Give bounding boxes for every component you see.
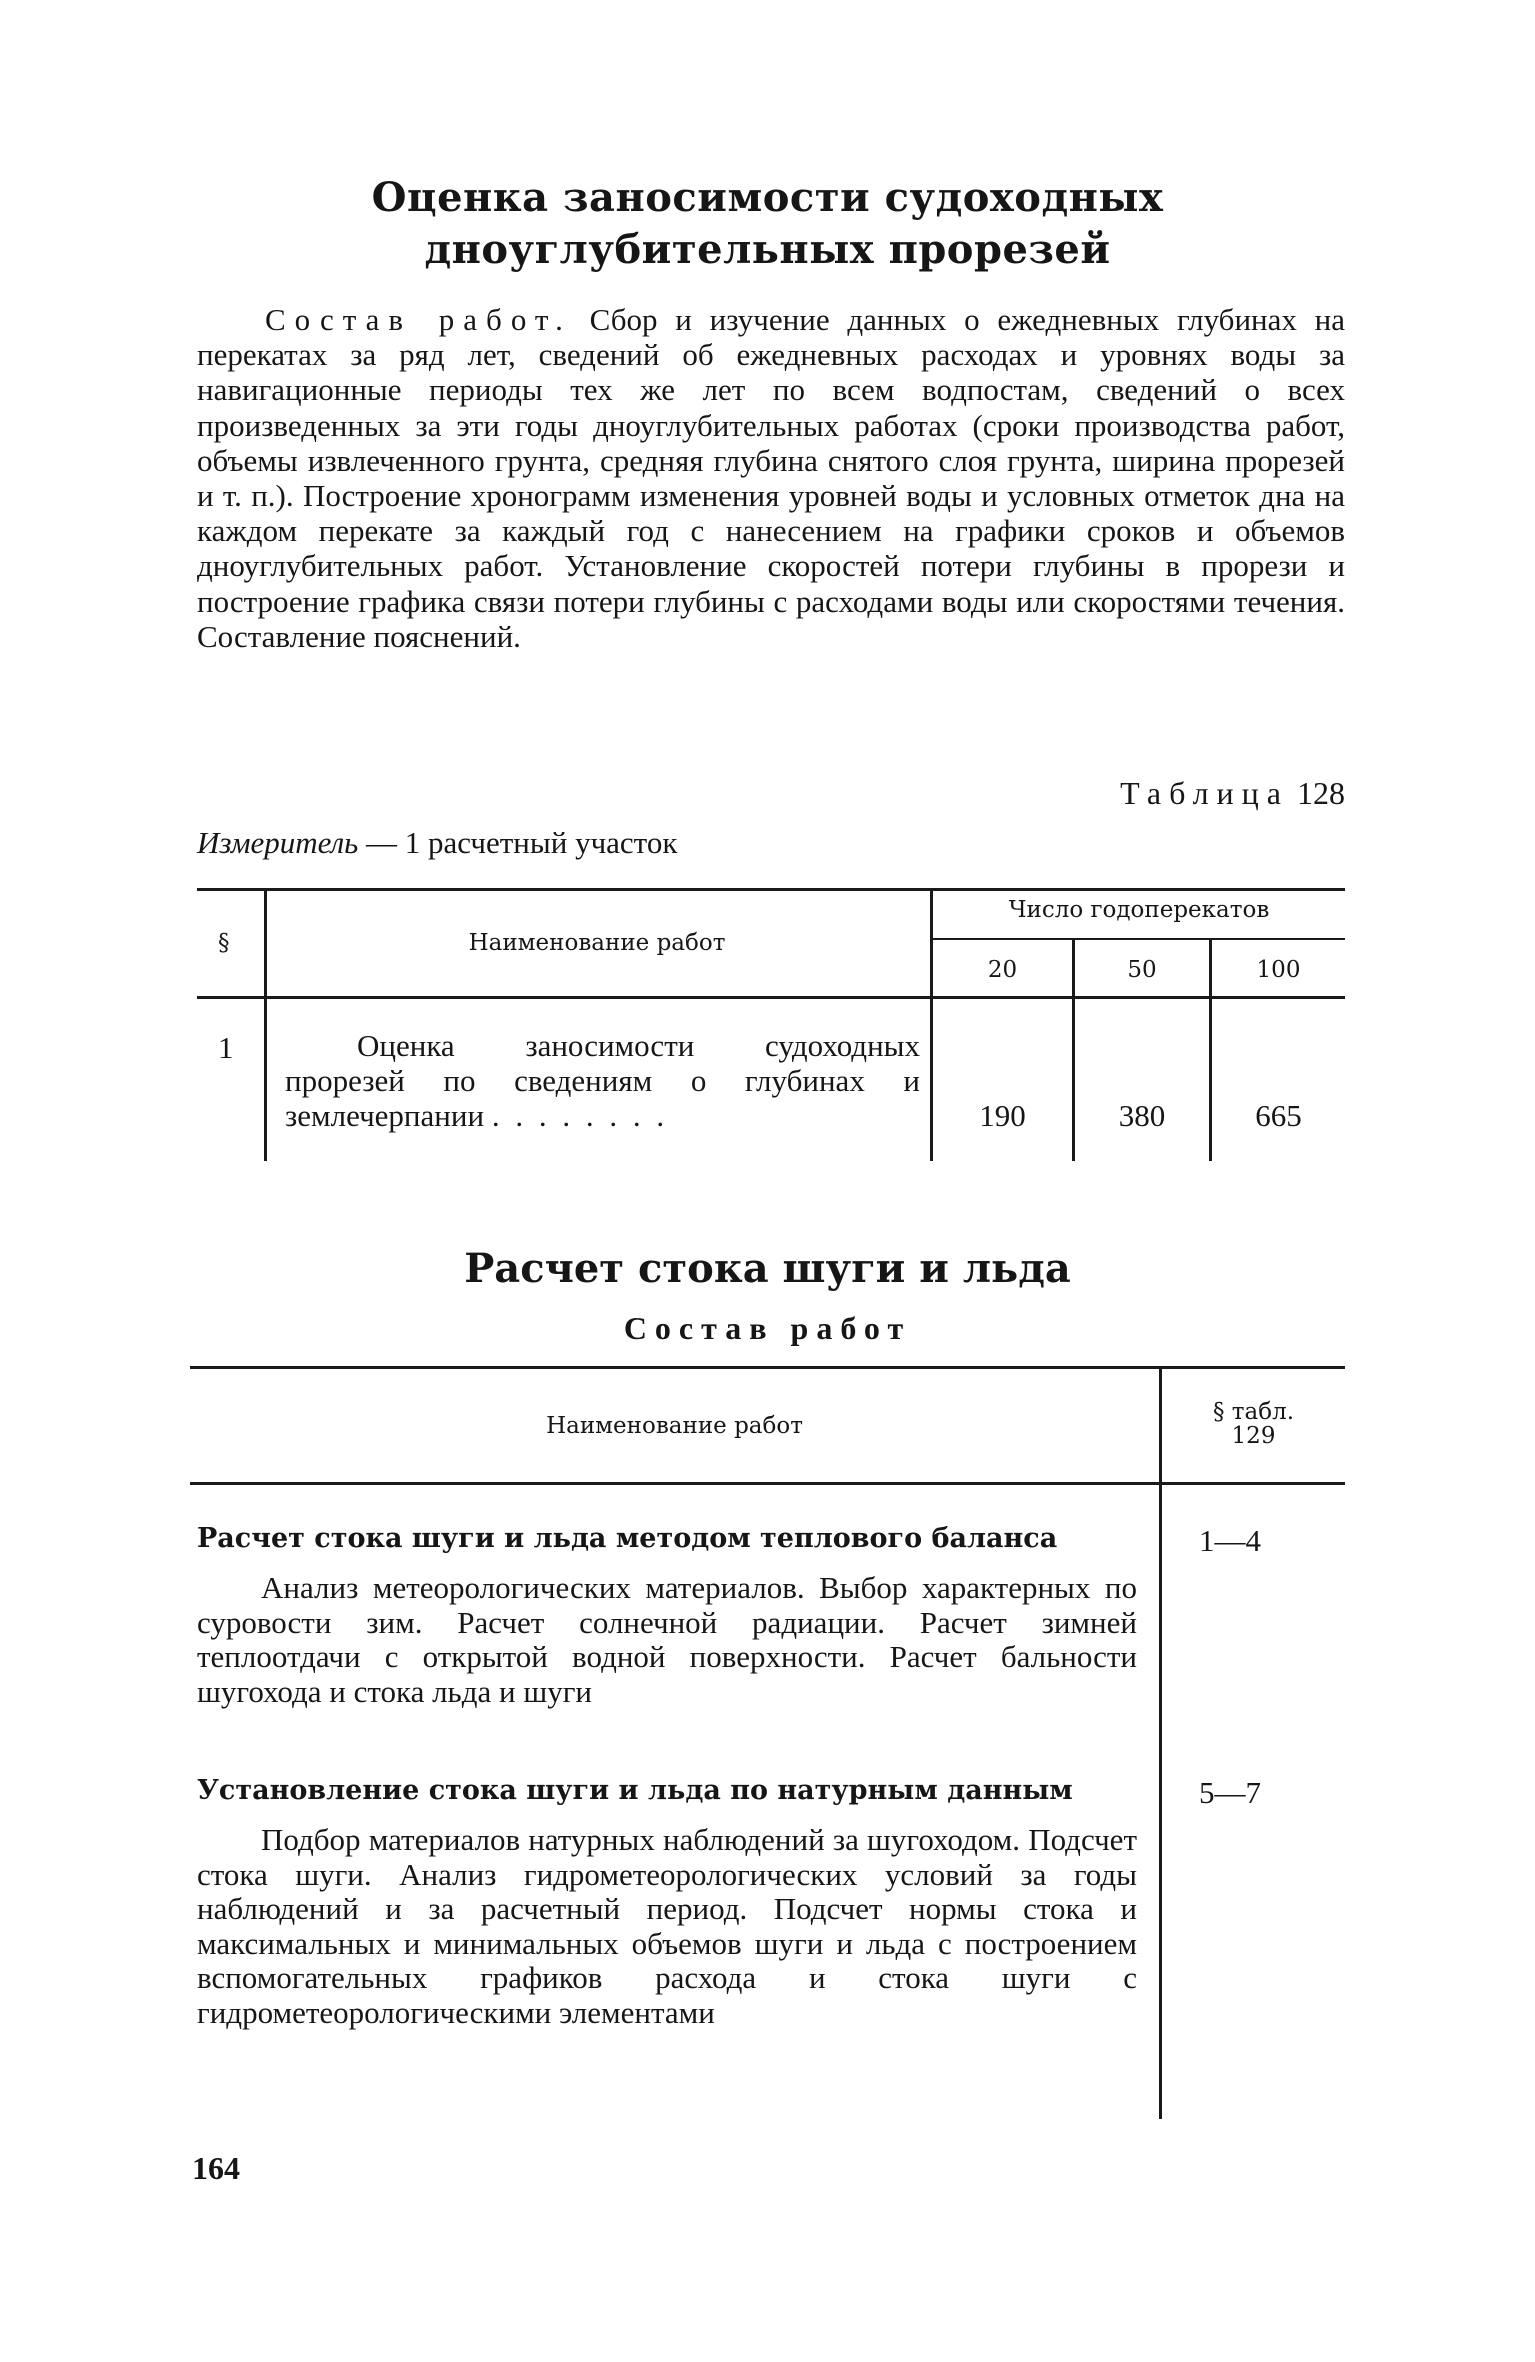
section2-top-rule	[190, 1366, 1345, 1369]
table-group-rule	[933, 938, 1345, 940]
table-head-col-50: 50	[1127, 957, 1157, 983]
table-row-section: 1	[218, 1030, 234, 1065]
item2-heading: Установление стока шуги и льда по натурным данным	[197, 1775, 1073, 1806]
table-row-name	[285, 1028, 920, 1133]
section1-title	[0, 172, 1535, 276]
item1-body	[197, 1571, 1137, 1709]
item2-ref: 5—7	[1199, 1775, 1261, 1810]
table-row-dots: . . . . . . . .	[491, 1098, 669, 1133]
table-head-group: Число годоперекатов	[1008, 897, 1270, 923]
table-label	[1120, 775, 1345, 812]
section1-paragraph	[197, 302, 1345, 654]
table-label-number: 128	[1297, 775, 1345, 811]
item1-heading: Расчет стока шуги и льда методом теплового баланса	[197, 1523, 1058, 1554]
section1-body: Сбор и изучение данных о ежедневных глубинах на перекатах за ряд лет, сведений об ежедневных расходах и уровнях воды за навигационные периоды тех же лет по всем водпостам, сведений о всех произведенных за эти годы дноуглубительных работах (сроки производства работ, объемы извлеченного грунта, средняя глубина снятого слоя грунта, ширина прорезей и т. п.). Построение хронограмм изменения уровней воды и условных отметок дна на каждом перекате за каждый год с нанесением на графики сроков и объемов дноуглубительных работ. Установление скоростей потери глубины в прорези и построение графика связи потери глубины с расходами воды или скоростями течения. Составление пояснений.	[197, 302, 1345, 654]
section2-head-ref-line1: § табл.	[1212, 1399, 1295, 1425]
measurer-label: Измеритель	[197, 825, 359, 860]
table-head-name: Наименование работ	[468, 930, 726, 956]
table-head-col-100: 100	[1256, 957, 1301, 983]
table-row-value-100: 665	[1255, 1098, 1302, 1133]
table-head-rule	[197, 996, 1345, 999]
item2-body-text: Подбор материалов натурных наблюдений за шугоходом. Подсчет стока шуги. Анализ гидрометеорологических условий за годы наблюдений и за расчетный период. Подсчет нормы стока и максимальных и минимальных объемов шуги и льда с построением вспомогательных графиков расхода и стока шуги с гидрометеорологическими элементами	[197, 1822, 1137, 2030]
table-row-value-20: 190	[979, 1098, 1026, 1133]
table-label-word: Таблица	[1120, 775, 1289, 811]
measurer	[197, 825, 677, 861]
table-row-name-text: Оценка заносимости судоходных прорезей по сведениям о глубинах и землечерпании	[285, 1028, 920, 1133]
item2-body	[197, 1823, 1137, 2030]
section2-head-ref-line2: 129	[1231, 1423, 1276, 1449]
section2-head-name: Наименование работ	[546, 1413, 803, 1439]
item1-body-text: Анализ метеорологических материалов. Выбор характерных по суровости зим. Расчет солнечной радиации. Расчет зимней теплоотдачи с открытой водной поверхности. Расчет бальности шугохода и стока льда и шуги	[197, 1570, 1137, 1709]
section1-title-line1: Оценка заносимости судоходных	[371, 174, 1164, 221]
section2-title: Расчет стока шуги и льда	[464, 1245, 1071, 1292]
section2-head-ref	[1162, 1400, 1345, 1448]
section2-vline	[1159, 1369, 1162, 2119]
section1-title-line2: дноуглубительных прорезей	[424, 226, 1111, 273]
section1-lead: Состав работ.	[265, 302, 572, 337]
table-top-rule	[197, 888, 1345, 891]
section2-head-rule	[190, 1482, 1345, 1485]
page-number: 164	[192, 2150, 240, 2186]
table-row-value-50: 380	[1118, 1098, 1166, 1133]
section2-subtitle: Состав работ	[623, 1310, 912, 1346]
item1-ref: 1—4	[1199, 1523, 1261, 1558]
table-head-col-20: 20	[987, 957, 1018, 983]
measurer-value: — 1 расчетный участок	[366, 825, 678, 860]
table-head-section: §	[218, 930, 230, 956]
